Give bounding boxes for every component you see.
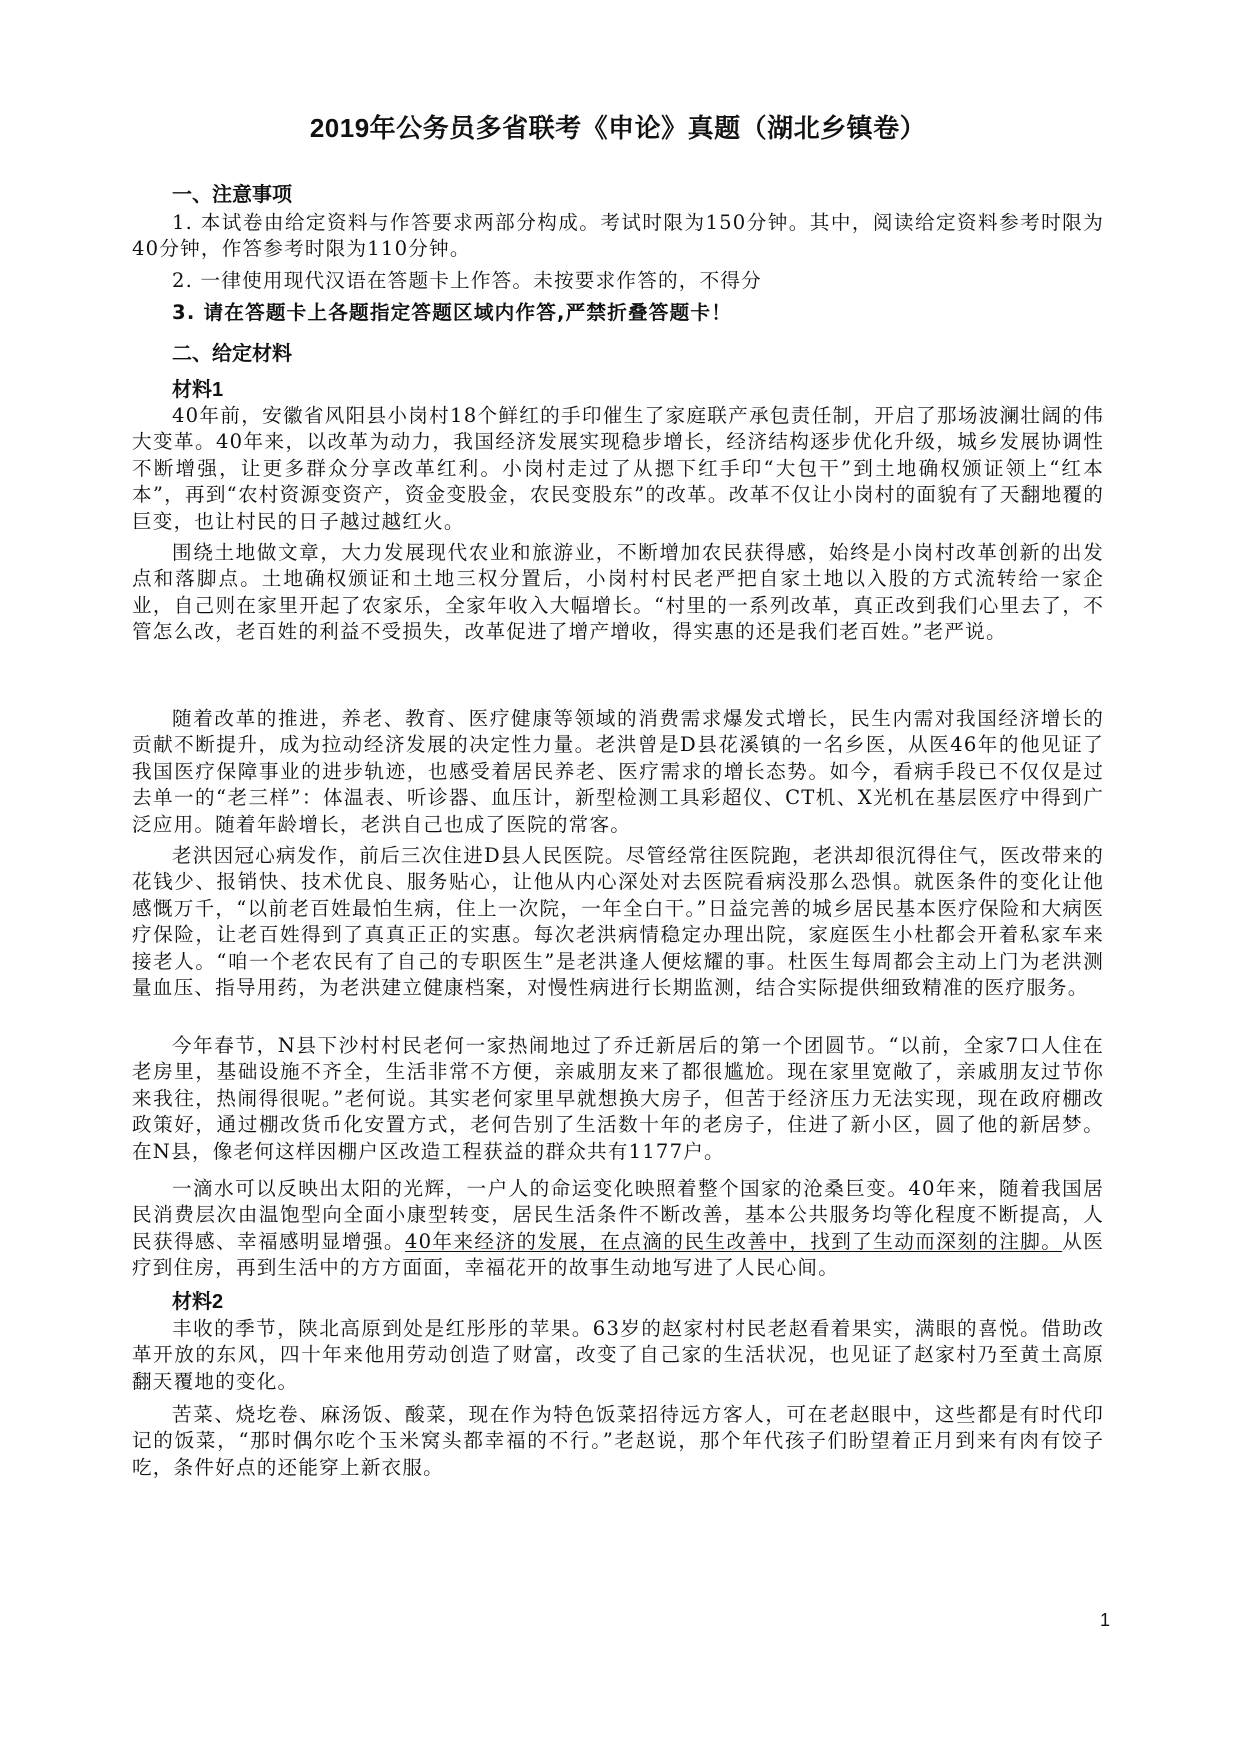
underlined-key-sentence: 40年来经济的发展，在点滴的民生改善中，找到了生动而深刻的注脚。 xyxy=(404,1229,1063,1253)
paragraph-text: 一滴水可以反映出太阳的光辉，一户人的命运变化映照着整个国家的沧桑巨变。40年来，随着我国居民消费层次由温饱型向全面小康型转变，居民生活条件不断改善，基本公共服务均等化程度不断提高，人民获得感、幸福感明显增强。 xyxy=(132,1177,1104,1253)
note-item-1: 1. 本试卷由给定资料与作答要求两部分构成。考试时限为150分钟。其中，阅读给定资料参考时限为40分钟，作答参考时限为110分钟。 xyxy=(132,211,1104,261)
material-1-paragraph-2: 围绕土地做文章，大力发展现代农业和旅游业，不断增加农民获得感，始终是小岗村改革创新的出发点和落脚点。土地确权颁证和土地三权分置后，小岗村村民老严把自家土地以入股的方式流转给一家企业，自己则在家里开起了农家乐，全家年收入大幅增长。“村里的一系列改革，真正改到我们心里去了，不管怎么改，老百姓的利益不受损失，改革促进了增产增收，得实惠的还是我们老百姓。”老严说。 xyxy=(132,541,1104,644)
material-2-paragraph-2: 苦菜、烧圪卷、麻汤饭、酸菜，现在作为特色饭菜招待远方客人，可在老赵眼中，这些都是有时代印记的饭菜，“那时偶尔吃个玉米窝头都幸福的不行。”老赵说，那个年代孩子们盼望着正月到来有肉有饺子吃，条件好点的还能穿上新衣服。 xyxy=(132,1403,1104,1479)
material-2-paragraph-1: 丰收的季节，陕北高原到处是红彤彤的苹果。63岁的赵家村村民老赵看着果实，满眼的喜悦。借助改革开放的东风，四十年来他用劳动创造了财富，改变了自己家的生活状况，也见证了赵家村乃至黄土高原翻天覆地的变化。 xyxy=(132,1317,1104,1393)
material-1-paragraph-6 xyxy=(132,1176,1104,1282)
note-item-2: 2. 一律使用现代汉语在答题卡上作答。未按要求作答的，不得分 xyxy=(172,269,762,292)
notes-heading: 一、注意事项 xyxy=(172,184,292,206)
material-1-paragraph-5: 今年春节，N县下沙村村民老何一家热闹地过了乔迁新居后的第一个团圆节。“以前，全家7口人住在老房里，基础设施不齐全，生活非常不方便，亲戚朋友来了都很尴尬。现在家里宽敞了，亲戚朋友过节你来我往，热闹得很呢。”老何说。其实老何家里早就想换大房子，但苦于经济压力无法实现，现在政府棚改政策好，通过棚改货币化安置方式，老何告别了生活数十年的老房子，住进了新小区，圆了他的新居梦。在N县，像老何这样因棚户区改造工程获益的群众共有1177户。 xyxy=(132,1034,1104,1163)
page-number: 1 xyxy=(1100,1610,1111,1630)
material-1-paragraph-1: 40年前，安徽省风阳县小岗村18个鲜红的手印催生了家庭联产承包责任制，开启了那场波澜壮阔的伟大变革。40年来，以改革为动力，我国经济发展实现稳步增长，经济结构逐步优化升级，城乡发展协调性不断增强，让更多群众分享改革红利。小岗村走过了从摁下红手印“大包干”到土地确权颁证领上“红本本”，再到“农村资源变资产，资金变股金，农民变股东”的改革。改革不仅让小岗村的面貌有了天翻地覆的巨变，也让村民的日子越过越红火。 xyxy=(132,404,1104,533)
material-2-heading: 材料2 xyxy=(172,1291,224,1313)
materials-heading: 二、给定材料 xyxy=(172,343,292,365)
material-1-heading: 材料1 xyxy=(172,379,224,401)
paragraph-text: 从医疗到住房，再到生活中的方方面面，幸福花开的故事生动地写进了人民心间。 xyxy=(132,1229,1104,1280)
document-title: 2019年公务员多省联考《申论》真题（湖北乡镇卷） xyxy=(309,113,927,143)
note-item-3: 3. 请在答题卡上各题指定答题区域内作答,严禁折叠答题卡！ xyxy=(172,301,732,324)
material-1-paragraph-4: 老洪因冠心病发作，前后三次住进D县人民医院。尽管经常往医院跑，老洪却很沉得住气，医改带来的花钱少、报销快、技术优良、服务贴心，让他从内心深处对去医院看病没那么恐惧。就医条件的变化让他感慨万千，“以前老百姓最怕生病，住上一次院，一年全白干。”日益完善的城乡居民基本医疗保险和大病医疗保险，让老百姓得到了真真正正的实惠。每次老洪病情稳定办理出院，家庭医生小杜都会开着私家车来接老人。“咱一个老农民有了自己的专职医生”是老洪逢人便炫耀的事。杜医生每周都会主动上门为老洪测量血压、指导用药，为老洪建立健康档案，对慢性病进行长期监测，结合实际提供细致精准的医疗服务。 xyxy=(132,844,1104,1000)
material-1-paragraph-3: 随着改革的推进，养老、教育、医疗健康等领域的消费需求爆发式增长，民生内需对我国经济增长的贡献不断提升，成为拉动经济发展的决定性力量。老洪曾是D县花溪镇的一名乡医，从医46年的他见证了我国医疗保障事业的进步轨迹，也感受着居民养老、医疗需求的增长态势。如今，看病手段已不仅仅是过去单一的“老三样”：体温表、听诊器、血压计，新型检测工具彩超仪、CT机、X光机在基层医疗中得到广泛应用。随着年龄增长，老洪自己也成了医院的常客。 xyxy=(132,707,1104,836)
